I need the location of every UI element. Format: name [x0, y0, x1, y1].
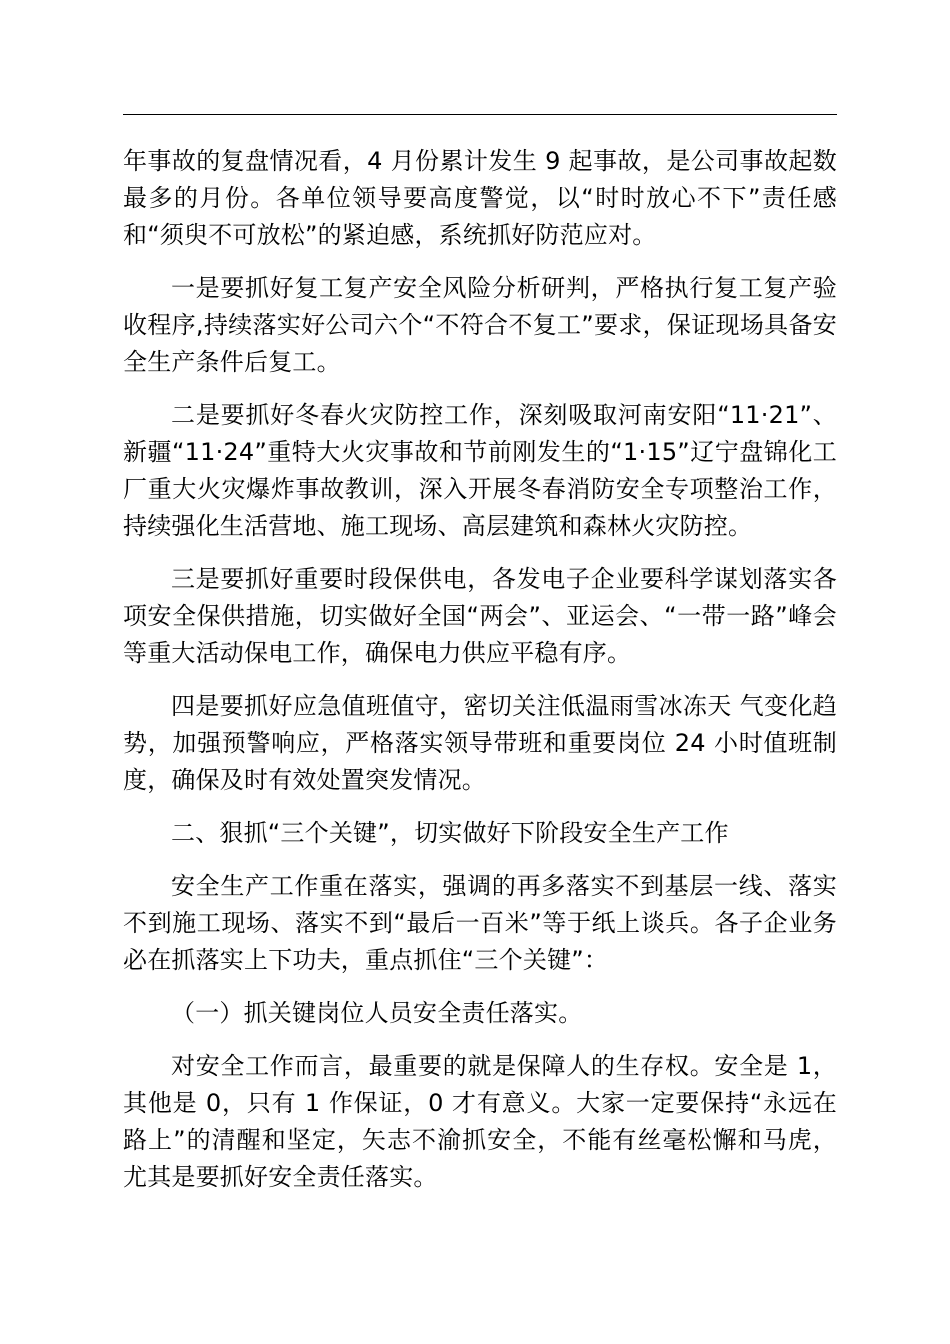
- paragraph-item-one: 一是要抓好复工复产安全风险分析研判，严格执行复工复产验收程序,持续落实好公司六个“不符合不复工”要求，保证现场具备安全生产条件后复工。: [123, 274, 837, 376]
- subsection-heading-one: （一）抓关键岗位人员安全责任落实。: [171, 999, 583, 1027]
- paragraph-section-intro: 安全生产工作重在落实，强调的再多落实不到基层一线、落实不到施工现场、落实不到“最后一百米”等于纸上谈兵。各子企业务必在抓落实上下功夫，重点抓住“三个关键”：: [123, 872, 837, 974]
- paragraph-continuation: 年事故的复盘情况看，4 月份累计发生 9 起事故，是公司事故起数最多的月份。各单位领导要高度警觉，以“时时放心不下”责任感和“须臾不可放松”的紧迫感，系统抓好防范应对。: [123, 147, 837, 249]
- paragraph-item-three: 三是要抓好重要时段保供电，各发电子企业要科学谋划落实各项安全保供措施，切实做好全国“两会”、亚运会、“一带一路”峰会等重大活动保电工作，确保电力供应平稳有序。: [123, 565, 837, 667]
- document-body: [123, 143, 837, 1212]
- header-rule: [123, 114, 837, 115]
- section-heading-two: 二、狠抓“三个关键”，切实做好下阶段安全生产工作: [171, 819, 729, 847]
- paragraph-item-four: 四是要抓好应急值班值守，密切关注低温雨雪冰冻天 气变化趋势，加强预警响应，严格落实领导带班和重要岗位 24 小时值班制度，确保及时有效处置突发情况。: [123, 692, 837, 794]
- paragraph-item-two: 二是要抓好冬春火灾防控工作，深刻吸取河南安阳“11·21”、新疆“11·24”重特大火灾事故和节前刚发生的“1·15”辽宁盘锦化工厂重大火灾爆炸事故教训，深入开展冬春消防安全专项整治工作，持续强化生活营地、施工现场、高层建筑和森林火灾防控。: [123, 401, 837, 540]
- paragraph-subsection-body: 对安全工作而言，最重要的就是保障人的生存权。安全是 1，其他是 0，只有 1 作保证，0 才有意义。大家一定要保持“永远在路上”的清醒和坚定，矢志不渝抓安全，不能有丝毫松懈和马虎，尤其是要抓好安全责任落实。: [123, 1052, 837, 1191]
